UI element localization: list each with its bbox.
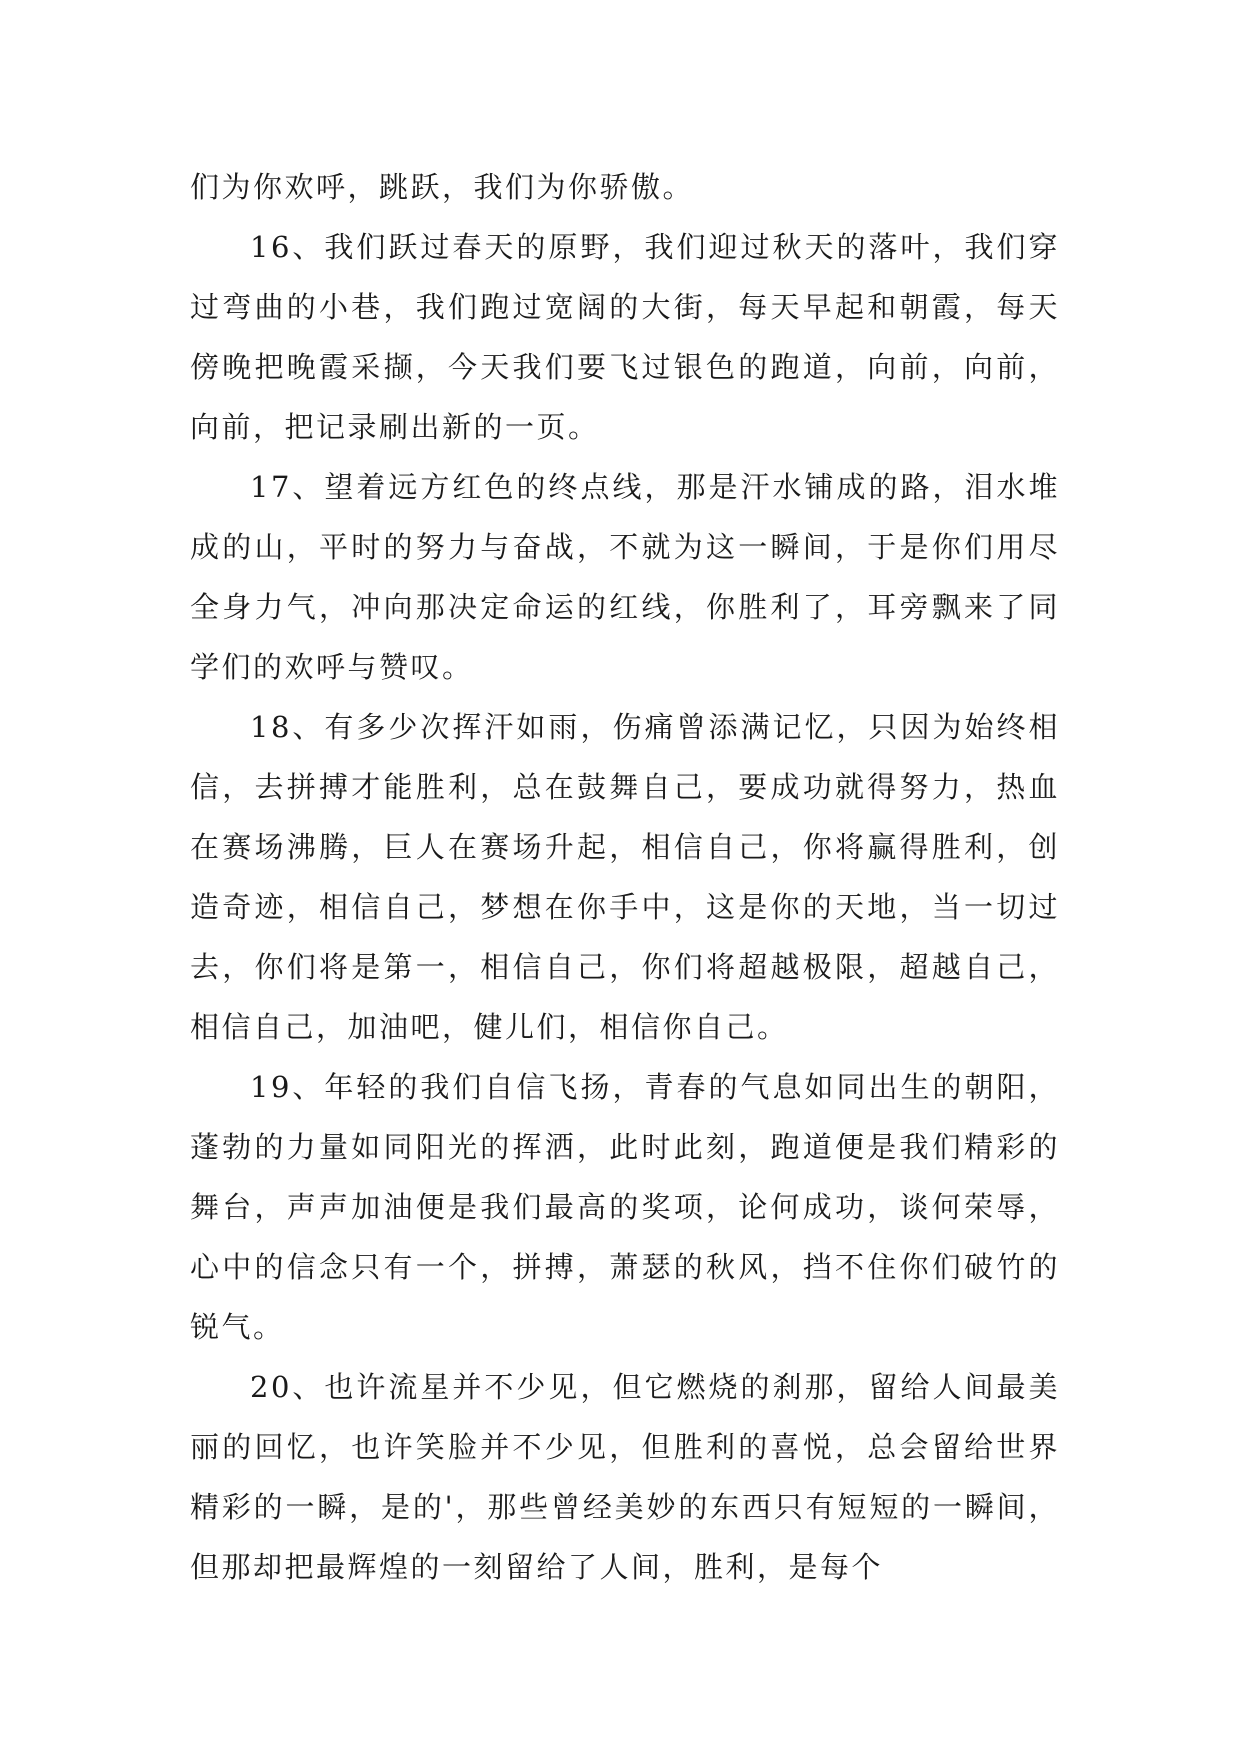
paragraph-20: 20、也许流星并不少见，但它燃烧的刹那，留给人间最美丽的回忆，也许笑脸并不少见，但胜利的喜悦，总会留给世界精彩的一瞬，是的'，那些曾经美妙的东西只有短短的一瞬间，但那却把最辉煌的一刻留给了人间，胜利，是每个 <box>190 1370 1060 1584</box>
paragraph-19: 19、年轻的我们自信飞扬，青春的气息如同出生的朝阳，蓬勃的力量如同阳光的挥洒，此时此刻，跑道便是我们精彩的舞台，声声加油便是我们最高的奖项，论何成功，谈何荣辱，心中的信念只有一个，拼搏，萧瑟的秋风，挡不住你们破竹的锐气。 <box>190 1070 1060 1344</box>
paragraph-16: 16、我们跃过春天的原野，我们迎过秋天的落叶，我们穿过弯曲的小巷，我们跑过宽阔的大街，每天早起和朝霞，每天傍晚把晚霞采撷，今天我们要飞过银色的跑道，向前，向前，向前，把记录刷出新的一页。 <box>190 230 1060 444</box>
paragraph-continued: 们为你欢呼，跳跃，我们为你骄傲。 <box>190 170 695 204</box>
paragraph-17: 17、望着远方红色的终点线，那是汗水铺成的路，泪水堆成的山，平时的努力与奋战，不就为这一瞬间，于是你们用尽全身力气，冲向那决定命运的红线，你胜利了，耳旁飘来了同学们的欢呼与赞叹。 <box>190 470 1060 684</box>
paragraph-18: 18、有多少次挥汗如雨，伤痛曾添满记忆，只因为始终相信，去拼搏才能胜利，总在鼓舞自己，要成功就得努力，热血在赛场沸腾，巨人在赛场升起，相信自己，你将赢得胜利，创造奇迹，相信自己，梦想在你手中，这是你的天地，当一切过去，你们将是第一，相信自己，你们将超越极限，超越自己，相信自己，加油吧，健儿们，相信你自己。 <box>190 710 1060 1044</box>
document-body <box>190 157 1060 1597</box>
